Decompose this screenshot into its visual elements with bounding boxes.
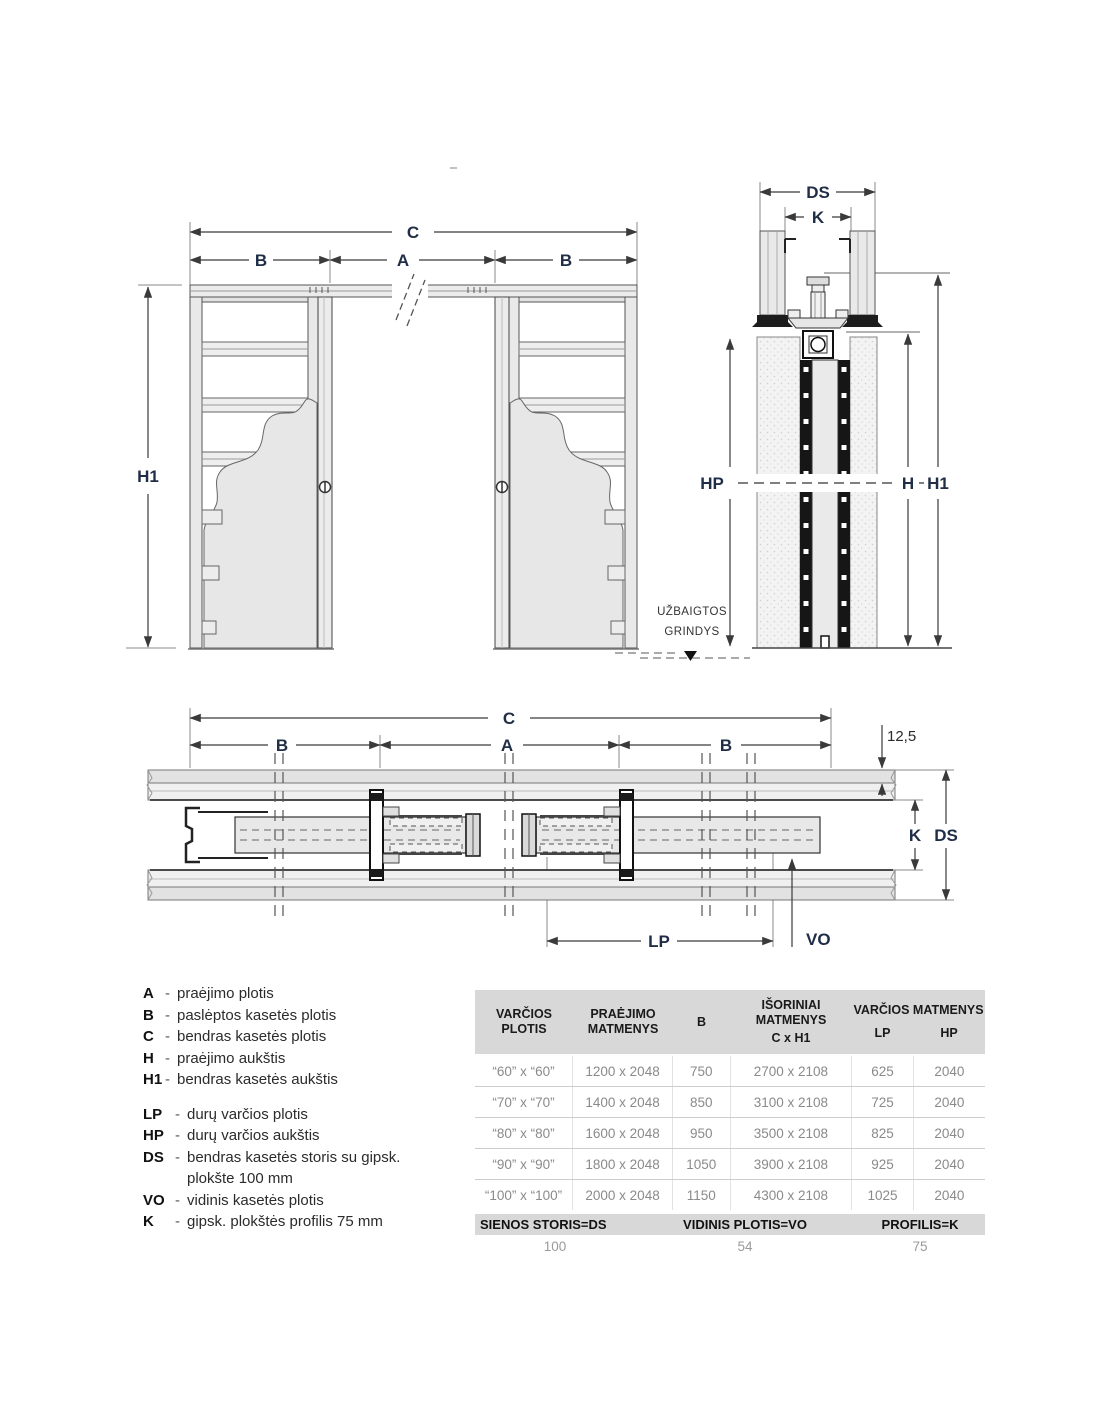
- cassette-left: [190, 297, 332, 648]
- table-cell: 1150: [672, 1180, 729, 1210]
- cassette-right: [495, 297, 637, 648]
- legend-key: C: [143, 1028, 154, 1045]
- floor-guide: [821, 636, 829, 648]
- legend-item: [143, 1190, 473, 1212]
- table-row: [475, 1086, 985, 1117]
- front-view-diagram: [120, 160, 680, 675]
- legend-desc: gipsk. plokštės profilis 75 mm: [187, 1213, 383, 1230]
- legend-item: [143, 1125, 473, 1147]
- table-cell: 2040: [913, 1118, 985, 1148]
- table-cell: “80” x “80”: [492, 1125, 555, 1141]
- table-cell: 2000 x 2048: [572, 1180, 672, 1210]
- dim-label-a: A: [500, 736, 514, 755]
- legend-desc: paslėptos kasetės plotis: [177, 1006, 337, 1024]
- dim-label-c: C: [406, 223, 420, 242]
- table-cell: 1600 x 2048: [572, 1118, 672, 1148]
- col-header-praejimo-matmenys: PRAĖJIMO MATMENYS: [587, 1007, 659, 1036]
- table-cell: 3900 x 2108: [730, 1149, 852, 1179]
- legend-item: [143, 983, 473, 1005]
- footer-value-ds: 100: [543, 1238, 567, 1254]
- legend-key: B: [143, 1006, 154, 1024]
- col-header-title: IŠORINIAI MATMENYS: [755, 997, 827, 1027]
- dim-label-h: H: [901, 474, 915, 493]
- dim-label-c: C: [502, 709, 516, 728]
- floor-lines: [188, 649, 680, 653]
- col-subheader-hp: HP: [940, 1026, 958, 1041]
- footer-label-vo: VIDINIS PLOTIS=VO: [683, 1217, 807, 1232]
- table-cell: 950: [672, 1118, 729, 1148]
- table-cell: 3500 x 2108: [730, 1118, 852, 1148]
- legend-separator: -: [175, 1148, 180, 1166]
- door-leaf-left-plan: [235, 814, 480, 856]
- footer-label-ds: SIENOS STORIS=DS: [480, 1217, 607, 1232]
- table-footer-values: [475, 1235, 985, 1257]
- legend-item: [143, 1147, 473, 1190]
- legend-desc: praėjimo aukštis: [177, 1049, 286, 1067]
- table-cell: 2040: [913, 1180, 985, 1210]
- legend-separator: -: [175, 1213, 180, 1230]
- dimension-table: [475, 990, 985, 1257]
- table-cell: 2040: [913, 1149, 985, 1179]
- table-cell: 2040: [913, 1056, 985, 1086]
- col-subheader-lp: LP: [874, 1026, 891, 1041]
- legend-separator: -: [165, 1028, 170, 1045]
- legend-item: [143, 1211, 473, 1233]
- door-leaf-right: [495, 297, 509, 648]
- dim-label-k: K: [908, 826, 922, 845]
- dim-label-h1: H1: [927, 474, 949, 493]
- legend-key: DS: [143, 1148, 164, 1166]
- dim-label-ds: DS: [934, 826, 958, 845]
- table-cell: “90” x “90”: [492, 1156, 555, 1172]
- table-cell: 4300 x 2108: [730, 1180, 852, 1210]
- table-cell: 3100 x 2108: [730, 1087, 852, 1117]
- col-subheader-row: [852, 1026, 985, 1041]
- finished-floor-label-line1: UŽBAIGTOS: [657, 606, 727, 618]
- legend-separator: -: [165, 1006, 170, 1024]
- dim-label-k: K: [811, 208, 825, 227]
- door-leaf-section: [812, 360, 838, 648]
- legend-separator: -: [175, 1105, 180, 1123]
- table-cell: 1800 x 2048: [572, 1149, 672, 1179]
- table-cell: “100” x “100”: [484, 1187, 563, 1203]
- dim-label-ds: DS: [806, 183, 830, 202]
- wall-section: [757, 337, 877, 648]
- dim-label-b-right: B: [719, 736, 733, 755]
- dim-label-b-left: B: [254, 251, 268, 270]
- legend-key: VO: [143, 1191, 165, 1209]
- dim-label-a: A: [396, 251, 410, 270]
- table-row: [475, 1056, 985, 1086]
- footer-value-vo: 54: [737, 1238, 753, 1254]
- dim-label-h1: H1: [137, 467, 159, 486]
- table-cell: 725: [851, 1087, 912, 1117]
- legend-desc: durų varčios plotis: [187, 1105, 308, 1123]
- legend-group-2: [143, 1104, 473, 1233]
- dim-label-hp: HP: [700, 474, 724, 493]
- table-row: [475, 1117, 985, 1148]
- col-header-varcios-matmenys: [852, 990, 985, 1054]
- table-row: [475, 1148, 985, 1179]
- dim-label-lp: LP: [648, 932, 670, 951]
- legend-item: [143, 1005, 473, 1027]
- roller: [811, 338, 825, 352]
- dim-label-vo: VO: [806, 930, 831, 949]
- legend-group-1: [143, 983, 473, 1091]
- table-cell: 850: [672, 1087, 729, 1117]
- col-header-isoriniai-matmenys: [730, 990, 852, 1054]
- table-header: [475, 990, 985, 1054]
- legend-item: [143, 1069, 473, 1091]
- legend-key: K: [143, 1213, 154, 1230]
- dim-label-b-right: B: [559, 251, 573, 270]
- legend: [143, 983, 473, 1233]
- footer-value-k: 75: [912, 1238, 928, 1254]
- legend-desc: praėjimo plotis: [177, 985, 274, 1002]
- table-cell: 825: [851, 1118, 912, 1148]
- legend-key: A: [143, 985, 154, 1002]
- col-header-title: VARČIOS MATMENYS: [853, 1002, 984, 1017]
- table-cell: 1050: [672, 1149, 729, 1179]
- table-cell: 925: [851, 1149, 912, 1179]
- table-cell: 1400 x 2048: [572, 1087, 672, 1117]
- table-cell: 1200 x 2048: [572, 1056, 672, 1086]
- legend-separator: -: [165, 985, 170, 1002]
- legend-item: [143, 1048, 473, 1070]
- door-leaf-left: [318, 297, 332, 648]
- footer-label-k: PROFILIS=K: [881, 1217, 959, 1232]
- door-leaf-right-plan: [522, 814, 820, 856]
- section-view-diagram: [640, 165, 1000, 680]
- legend-separator: -: [165, 1071, 170, 1088]
- plan-view-diagram: [120, 695, 1000, 967]
- table-cell: 2040: [913, 1087, 985, 1117]
- legend-desc: vidinis kasetės plotis: [187, 1191, 324, 1209]
- table-cell: 1025: [851, 1180, 912, 1210]
- table-cell: 750: [672, 1056, 729, 1086]
- dim-label-plaster-thickness: 12,5: [887, 728, 917, 745]
- legend-key: H: [143, 1049, 154, 1067]
- legend-separator: -: [165, 1049, 170, 1067]
- col-subheader-cxh1: C x H1: [771, 1031, 811, 1046]
- legend-item: [143, 1026, 473, 1048]
- table-footer-labels: [475, 1214, 985, 1235]
- legend-key: LP: [143, 1105, 163, 1123]
- legend-key: HP: [143, 1127, 164, 1144]
- table-cell: “70” x “70”: [492, 1094, 555, 1110]
- legend-separator: -: [175, 1191, 180, 1209]
- legend-separator: -: [175, 1127, 180, 1144]
- legend-desc: bendras kasetės plotis: [177, 1028, 327, 1045]
- legend-key: H1: [143, 1071, 163, 1088]
- legend-desc: bendras kasetės storis su gipsk. plokšte 100 mm: [187, 1148, 401, 1187]
- col-header-varcios-plotis: VARČIOS PLOTIS: [495, 1007, 553, 1036]
- legend-item: [143, 1104, 473, 1126]
- legend-desc: durų varčios aukštis: [187, 1127, 320, 1144]
- table-cell: 625: [851, 1056, 912, 1086]
- table-body: [475, 1054, 985, 1210]
- dim-label-b-left: B: [275, 736, 289, 755]
- col-header-b: B: [696, 1014, 707, 1029]
- table-row: [475, 1179, 985, 1210]
- table-cell: 2700 x 2108: [730, 1056, 852, 1086]
- legend-desc: bendras kasetės aukštis: [177, 1071, 338, 1088]
- finished-floor-label-line2: GRINDYS: [664, 626, 720, 638]
- finished-floor-marker: [684, 651, 697, 661]
- table-cell: “60” x “60”: [492, 1063, 555, 1079]
- break-symbol: [392, 270, 428, 328]
